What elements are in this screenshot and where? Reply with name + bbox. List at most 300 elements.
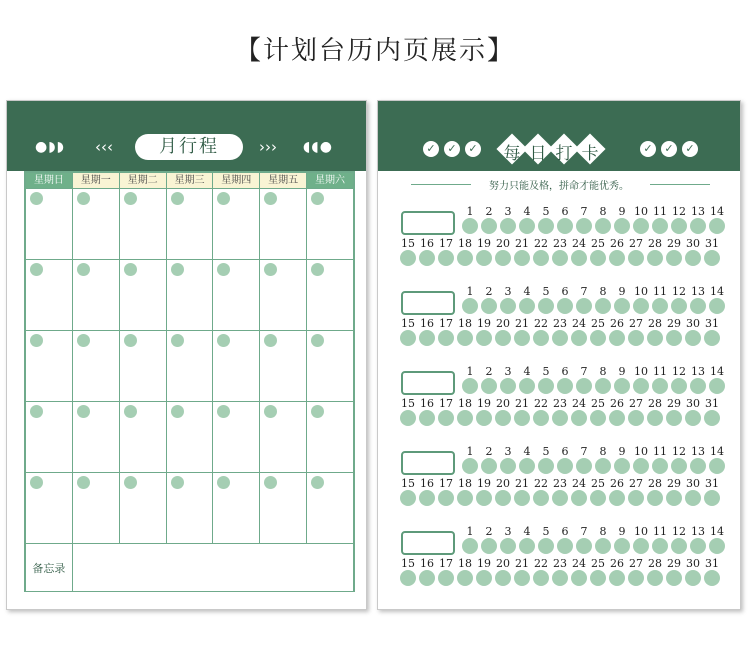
checkin-title-char: 打	[555, 144, 573, 164]
day-number: 15	[401, 557, 415, 570]
checkin-circle[interactable]	[514, 570, 530, 586]
checkin-circle[interactable]	[666, 250, 682, 266]
checkin-circle[interactable]	[652, 458, 668, 474]
day-cell[interactable]	[72, 473, 119, 544]
checkin-circle[interactable]	[595, 218, 611, 234]
checkin-circle[interactable]	[609, 250, 625, 266]
checkin-circle[interactable]	[571, 330, 587, 346]
checkin-circle[interactable]	[419, 570, 435, 586]
checkin-circle[interactable]	[704, 410, 720, 426]
checkin-circle[interactable]	[576, 378, 592, 394]
day-number: 28	[648, 557, 662, 570]
day-number: 15	[401, 317, 415, 330]
day-cell[interactable]	[72, 402, 119, 473]
checkin-circle[interactable]	[571, 250, 587, 266]
day-number: 9	[618, 445, 626, 458]
checkin-circle[interactable]	[633, 378, 649, 394]
checkin-circle[interactable]	[595, 458, 611, 474]
daily-checkin-page	[377, 100, 741, 610]
day-number: 3	[504, 445, 512, 458]
day-number: 15	[401, 477, 415, 490]
day-number: 16	[420, 477, 434, 490]
checkin-circle[interactable]	[552, 570, 568, 586]
checkin-circle[interactable]	[519, 298, 535, 314]
checkin-circle[interactable]	[500, 378, 516, 394]
day-number: 19	[477, 237, 491, 250]
day-number: 8	[599, 445, 607, 458]
checkin-circle[interactable]	[571, 490, 587, 506]
day-number: 20	[496, 397, 510, 410]
checkin-circle[interactable]	[690, 298, 706, 314]
checkin-circle[interactable]	[628, 490, 644, 506]
day-cell[interactable]	[119, 473, 166, 544]
checkin-circle[interactable]	[538, 378, 554, 394]
day-cell[interactable]	[260, 260, 307, 331]
name-box[interactable]	[401, 371, 455, 395]
name-box[interactable]	[401, 211, 455, 235]
checkin-circle[interactable]	[481, 218, 497, 234]
checkin-circle[interactable]	[438, 410, 454, 426]
checkin-circle[interactable]	[609, 570, 625, 586]
checkin-circle[interactable]	[552, 330, 568, 346]
day-cell[interactable]	[26, 331, 73, 402]
day-number: 22	[534, 397, 548, 410]
day-cell[interactable]	[166, 260, 213, 331]
checkin-circle[interactable]	[590, 570, 606, 586]
checkin-circle[interactable]	[647, 490, 663, 506]
weekday-label: 星期一	[73, 173, 119, 188]
checkin-circle[interactable]	[633, 218, 649, 234]
checkin-circle[interactable]	[419, 410, 435, 426]
checkin-circle[interactable]	[590, 330, 606, 346]
day-number: 22	[534, 477, 548, 490]
moon-phases-icon: ◖◖●	[303, 139, 333, 155]
checkin-circle[interactable]	[495, 330, 511, 346]
day-number: 26	[610, 557, 624, 570]
checkin-circle[interactable]	[400, 410, 416, 426]
date-dot	[217, 476, 230, 489]
day-number: 1	[466, 365, 474, 378]
date-dot	[171, 476, 184, 489]
day-number: 10	[634, 445, 648, 458]
checkin-circle[interactable]	[704, 250, 720, 266]
checkin-circle[interactable]	[614, 298, 630, 314]
day-number: 1	[466, 285, 474, 298]
checkin-circle[interactable]	[666, 330, 682, 346]
day-number: 31	[705, 237, 719, 250]
day-number: 8	[599, 525, 607, 538]
checkin-circle[interactable]	[400, 570, 416, 586]
checkin-circle[interactable]	[576, 458, 592, 474]
day-cell[interactable]	[166, 402, 213, 473]
name-box[interactable]	[401, 531, 455, 555]
day-number: 20	[496, 477, 510, 490]
checkin-circle[interactable]	[652, 218, 668, 234]
day-number: 18	[458, 237, 472, 250]
day-cell[interactable]	[119, 260, 166, 331]
day-cell[interactable]	[119, 331, 166, 402]
day-cell[interactable]	[72, 260, 119, 331]
checkin-circle[interactable]	[590, 250, 606, 266]
day-cell[interactable]	[119, 189, 166, 260]
day-number: 19	[477, 557, 491, 570]
checkin-circle[interactable]	[533, 490, 549, 506]
checkin-circle[interactable]	[633, 298, 649, 314]
checkin-circle[interactable]	[476, 410, 492, 426]
day-number: 6	[561, 365, 569, 378]
checkin-circle[interactable]	[419, 330, 435, 346]
week-row	[26, 402, 354, 473]
checkin-circle[interactable]	[462, 218, 478, 234]
checkin-circle[interactable]	[533, 570, 549, 586]
day-cell[interactable]	[72, 331, 119, 402]
checkin-circle[interactable]	[685, 570, 701, 586]
checkin-circle[interactable]	[462, 538, 478, 554]
checkin-circle[interactable]	[666, 410, 682, 426]
checkin-circle[interactable]	[481, 538, 497, 554]
day-number: 4	[523, 445, 531, 458]
day-cell[interactable]	[26, 402, 73, 473]
date-dot	[77, 192, 90, 205]
day-number: 1	[466, 205, 474, 218]
checkin-circle[interactable]	[519, 378, 535, 394]
date-dot	[217, 405, 230, 418]
checkin-circle[interactable]	[609, 490, 625, 506]
checkin-circle[interactable]	[557, 538, 573, 554]
checkin-circle[interactable]	[495, 250, 511, 266]
checkin-circle[interactable]	[595, 378, 611, 394]
checkin-circle[interactable]	[538, 298, 554, 314]
checkin-circle[interactable]	[495, 570, 511, 586]
day-number: 27	[629, 557, 643, 570]
checkin-circle[interactable]	[552, 410, 568, 426]
day-number: 9	[618, 365, 626, 378]
checkin-circle[interactable]	[500, 218, 516, 234]
day-number: 8	[599, 365, 607, 378]
weekday-label: 星期五	[260, 173, 306, 188]
day-number: 21	[515, 317, 529, 330]
week-row	[26, 189, 354, 260]
checkin-circle[interactable]	[481, 458, 497, 474]
checkin-circle[interactable]	[633, 538, 649, 554]
name-box[interactable]	[401, 451, 455, 475]
day-number: 14	[710, 525, 724, 538]
check-icon: ✓	[465, 141, 481, 157]
day-number: 9	[618, 205, 626, 218]
day-number: 16	[420, 317, 434, 330]
checkin-circle[interactable]	[552, 490, 568, 506]
day-cell[interactable]	[307, 331, 354, 402]
day-number: 6	[561, 525, 569, 538]
checkin-circle[interactable]	[647, 570, 663, 586]
day-number: 13	[691, 285, 705, 298]
day-cell[interactable]	[307, 189, 354, 260]
date-dot	[77, 476, 90, 489]
checkin-circle[interactable]	[519, 538, 535, 554]
day-cell[interactable]	[213, 331, 260, 402]
checkin-circle[interactable]	[704, 490, 720, 506]
calendar-grid	[24, 171, 355, 592]
date-dot	[217, 263, 230, 276]
day-number: 3	[504, 525, 512, 538]
checkin-circle[interactable]	[533, 330, 549, 346]
checkin-circle[interactable]	[666, 570, 682, 586]
checkin-circle[interactable]	[514, 250, 530, 266]
checkin-circle[interactable]	[571, 410, 587, 426]
day-number: 29	[667, 477, 681, 490]
day-cell[interactable]	[26, 189, 73, 260]
day-cell[interactable]	[260, 331, 307, 402]
day-number: 11	[653, 205, 667, 218]
day-number: 31	[705, 477, 719, 490]
memo-area[interactable]	[72, 544, 353, 592]
day-cell[interactable]	[260, 402, 307, 473]
checkin-circle[interactable]	[576, 298, 592, 314]
day-cell[interactable]	[213, 260, 260, 331]
day-number: 28	[648, 237, 662, 250]
day-number: 21	[515, 557, 529, 570]
day-cell[interactable]	[26, 473, 73, 544]
checkin-circle[interactable]	[633, 458, 649, 474]
checkin-circle[interactable]	[628, 330, 644, 346]
checkin-circle[interactable]	[576, 538, 592, 554]
checkin-circle[interactable]	[614, 218, 630, 234]
checkin-circle[interactable]	[628, 250, 644, 266]
day-cell[interactable]	[260, 473, 307, 544]
day-number: 28	[648, 477, 662, 490]
checkin-circle[interactable]	[557, 218, 573, 234]
day-number: 24	[572, 397, 586, 410]
checkin-circle[interactable]	[590, 410, 606, 426]
checkin-circle[interactable]	[709, 538, 725, 554]
checkin-circle[interactable]	[538, 458, 554, 474]
date-dot	[311, 192, 324, 205]
checkin-circle[interactable]	[552, 250, 568, 266]
checkin-circle[interactable]	[652, 298, 668, 314]
date-dot	[30, 263, 43, 276]
day-number: 5	[542, 445, 550, 458]
day-number: 23	[553, 557, 567, 570]
checkin-circle[interactable]	[690, 378, 706, 394]
day-cell[interactable]	[260, 189, 307, 260]
day-number: 24	[572, 237, 586, 250]
checkin-circle[interactable]	[457, 250, 473, 266]
checkin-circle[interactable]	[538, 218, 554, 234]
day-number: 7	[580, 365, 588, 378]
day-number: 2	[485, 525, 493, 538]
checkin-circle[interactable]	[671, 378, 687, 394]
checkin-circle[interactable]	[685, 250, 701, 266]
checkin-circle[interactable]	[457, 490, 473, 506]
date-dot	[77, 405, 90, 418]
checkin-circle[interactable]	[709, 378, 725, 394]
day-number: 14	[710, 445, 724, 458]
checkin-circle[interactable]	[652, 538, 668, 554]
day-number: 29	[667, 317, 681, 330]
date-dot	[264, 263, 277, 276]
day-cell[interactable]	[307, 402, 354, 473]
day-cell[interactable]	[166, 473, 213, 544]
checkin-circle[interactable]	[476, 250, 492, 266]
checkin-circle[interactable]	[571, 570, 587, 586]
day-number: 12	[672, 365, 686, 378]
checkin-circle[interactable]	[709, 298, 725, 314]
checkin-circle[interactable]	[476, 330, 492, 346]
check-icon: ✓	[661, 141, 677, 157]
checkin-circle[interactable]	[614, 458, 630, 474]
checkin-circle[interactable]	[647, 410, 663, 426]
day-cell[interactable]	[213, 189, 260, 260]
checkin-circle[interactable]	[628, 410, 644, 426]
checkin-circle[interactable]	[709, 458, 725, 474]
checkin-circle[interactable]	[438, 330, 454, 346]
page-title: 【计划台历内页展示】	[234, 36, 515, 66]
checkin-circle[interactable]	[481, 378, 497, 394]
checkin-header	[378, 101, 740, 171]
checkin-circle[interactable]	[476, 490, 492, 506]
checkin-circle[interactable]	[500, 298, 516, 314]
checkin-circle[interactable]	[671, 298, 687, 314]
checkin-circle[interactable]	[514, 330, 530, 346]
checkin-circle[interactable]	[666, 490, 682, 506]
date-dot	[264, 405, 277, 418]
day-number: 7	[580, 525, 588, 538]
name-box[interactable]	[401, 291, 455, 315]
day-cell[interactable]	[26, 260, 73, 331]
date-dot	[171, 334, 184, 347]
day-cell[interactable]	[213, 402, 260, 473]
checkin-circle[interactable]	[514, 490, 530, 506]
day-number: 3	[504, 205, 512, 218]
day-cell[interactable]	[307, 260, 354, 331]
day-number: 13	[691, 525, 705, 538]
monthly-header	[7, 101, 366, 171]
checkin-circle[interactable]	[400, 330, 416, 346]
checkin-circle[interactable]	[500, 538, 516, 554]
checkin-circle[interactable]	[690, 538, 706, 554]
checkin-circle[interactable]	[685, 410, 701, 426]
checkin-circle[interactable]	[457, 330, 473, 346]
checkin-circle[interactable]	[614, 538, 630, 554]
day-number: 16	[420, 237, 434, 250]
weekday-header-row	[26, 173, 354, 189]
day-number: 20	[496, 317, 510, 330]
checkin-circle[interactable]	[514, 410, 530, 426]
checkin-circle[interactable]	[533, 410, 549, 426]
checkin-circle[interactable]	[495, 490, 511, 506]
day-number: 17	[439, 317, 453, 330]
checkin-circle[interactable]	[419, 490, 435, 506]
checkin-circle[interactable]	[690, 218, 706, 234]
checkin-circle[interactable]	[590, 490, 606, 506]
checkin-circle[interactable]	[462, 378, 478, 394]
checkin-circle[interactable]	[704, 570, 720, 586]
week-row	[26, 331, 354, 402]
day-number: 7	[580, 205, 588, 218]
checkin-circle[interactable]	[685, 490, 701, 506]
date-dot	[124, 476, 137, 489]
checkin-circle[interactable]	[419, 250, 435, 266]
checkin-circle[interactable]	[438, 490, 454, 506]
checkin-circle[interactable]	[400, 490, 416, 506]
day-number: 30	[686, 237, 700, 250]
day-number: 2	[485, 365, 493, 378]
day-number: 27	[629, 317, 643, 330]
checkin-circle[interactable]	[457, 410, 473, 426]
day-cell[interactable]	[307, 473, 354, 544]
checkin-circle[interactable]	[462, 458, 478, 474]
date-dot	[311, 405, 324, 418]
day-number: 27	[629, 477, 643, 490]
day-number: 17	[439, 237, 453, 250]
checkin-circle[interactable]	[533, 250, 549, 266]
date-dot	[124, 405, 137, 418]
checkin-circle[interactable]	[438, 570, 454, 586]
day-cell[interactable]	[166, 189, 213, 260]
checkin-circle[interactable]	[557, 298, 573, 314]
checkin-circle[interactable]	[500, 458, 516, 474]
checkin-circle[interactable]	[609, 330, 625, 346]
day-cell[interactable]	[72, 189, 119, 260]
date-dot	[171, 263, 184, 276]
checkin-circle[interactable]	[519, 458, 535, 474]
day-number: 4	[523, 525, 531, 538]
day-number: 19	[477, 317, 491, 330]
checkin-circle[interactable]	[476, 570, 492, 586]
checkin-circle[interactable]	[671, 218, 687, 234]
checkin-circle[interactable]	[519, 218, 535, 234]
checkin-circle[interactable]	[671, 458, 687, 474]
checkin-circle[interactable]	[647, 250, 663, 266]
checkin-circle[interactable]	[652, 378, 668, 394]
checkin-circle[interactable]	[400, 250, 416, 266]
day-number: 31	[705, 397, 719, 410]
checkin-circle[interactable]	[538, 538, 554, 554]
day-cell[interactable]	[119, 402, 166, 473]
checkin-circle[interactable]	[595, 538, 611, 554]
checkin-circle[interactable]	[671, 538, 687, 554]
day-number: 23	[553, 477, 567, 490]
checkin-circle[interactable]	[628, 570, 644, 586]
checkin-circle[interactable]	[481, 298, 497, 314]
day-number: 23	[553, 397, 567, 410]
check-icon: ✓	[640, 141, 656, 157]
checkin-circle[interactable]	[690, 458, 706, 474]
day-number: 11	[653, 445, 667, 458]
checkin-circle[interactable]	[438, 250, 454, 266]
day-cell[interactable]	[213, 473, 260, 544]
day-number: 13	[691, 445, 705, 458]
date-dot	[171, 405, 184, 418]
checkin-circle[interactable]	[457, 570, 473, 586]
checkin-circle[interactable]	[595, 298, 611, 314]
checkin-circle[interactable]	[557, 378, 573, 394]
checkin-circle[interactable]	[495, 410, 511, 426]
day-cell[interactable]	[166, 331, 213, 402]
day-number: 24	[572, 557, 586, 570]
checkin-circle[interactable]	[614, 378, 630, 394]
day-number: 3	[504, 365, 512, 378]
checkin-circle[interactable]	[609, 410, 625, 426]
checkin-circle[interactable]	[704, 330, 720, 346]
checkin-circle[interactable]	[709, 218, 725, 234]
checkin-circle[interactable]	[462, 298, 478, 314]
checkin-circle[interactable]	[647, 330, 663, 346]
checkin-circle[interactable]	[685, 330, 701, 346]
day-number: 29	[667, 397, 681, 410]
checkin-circle[interactable]	[557, 458, 573, 474]
checkin-circle[interactable]	[576, 218, 592, 234]
